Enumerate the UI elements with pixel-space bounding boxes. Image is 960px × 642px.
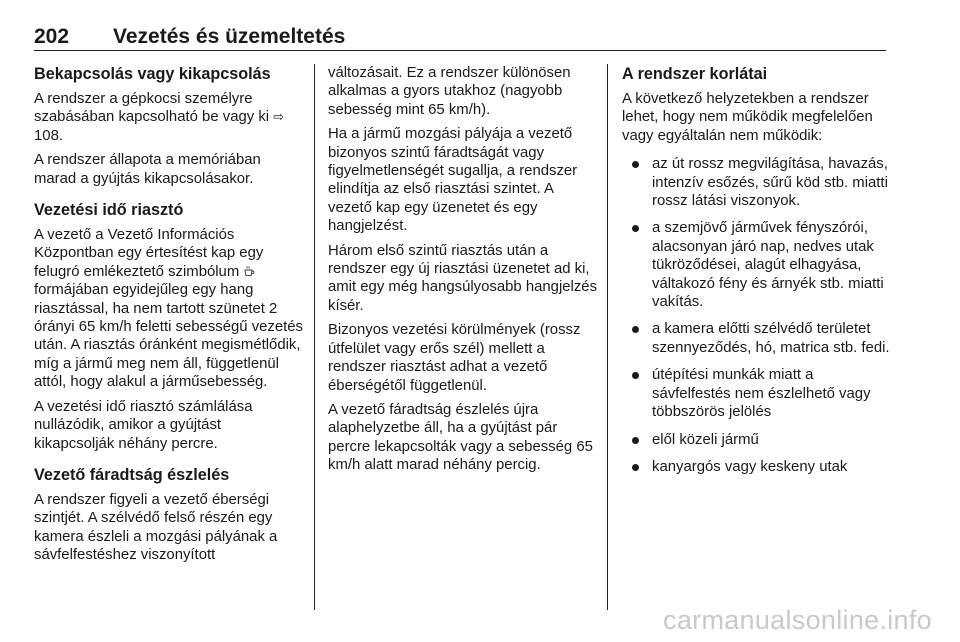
page-number: 202: [34, 25, 70, 48]
bullet-icon: [632, 464, 639, 471]
heading-driving-time-alert: Vezetési idő riasztó: [34, 201, 184, 220]
paragraph: Bizonyos vezetési körülmények (rossz útfelület vagy erős szél) mellett a rendszer riasztást adhat a vezető éberségétől függetlenül.: [328, 322, 581, 394]
list-item: [622, 219, 890, 311]
bullet-icon: [632, 225, 639, 232]
column-middle: [328, 64, 598, 481]
list-item-text: a szemjövő járművek fényszórói, alacsonyan járó nap, nedves utak tükröződései, alagút elhagyása, váltakozó fény és árnyék stb. miatti vakítás.: [652, 220, 884, 311]
column-divider: [314, 64, 315, 610]
paragraph: Három első szintű riasztás után a rendszer egy új riasztási üzenetet ad ki, amit egy még hangsúlyosabb hangjelzés kísér.: [328, 242, 598, 314]
list-item: [622, 320, 890, 357]
list-item-text: elől közeli jármű: [652, 431, 759, 448]
paragraph: A rendszer figyeli a vezető éberségi szintjét. A szélvédő felső részén egy kamera észleli a mozgási pályának a sávfelfestéshez viszonyított: [34, 491, 278, 564]
column-divider: [607, 64, 608, 610]
column-left: [34, 64, 304, 571]
heading-system-limitations: A rendszer korlátai: [622, 65, 768, 83]
bullet-icon: [632, 161, 639, 168]
list-item-text: útépítési munkák miatt a sávfelfestés nem észlelhető vagy többszörös jelölés: [652, 367, 871, 421]
bullet-icon: [632, 372, 639, 379]
list-item: [622, 458, 890, 476]
chapter-title: Vezetés és üzemeltetés: [113, 25, 346, 48]
list-item-text: kanyargós vagy keskeny utak: [652, 458, 848, 475]
page-reference[interactable]: 108.: [34, 127, 63, 144]
heading-fatigue-detection: Vezető fáradtság észlelés: [34, 465, 230, 484]
bullet-icon: [632, 326, 639, 333]
paragraph-text: A vezető a Vezető Információs Központban egy értesítést kap egy felugró emlékeztető szimbólum: [34, 227, 264, 280]
arrow-reference-icon: ⇨: [273, 109, 285, 125]
paragraph: változásait. Ez a rendszer különösen alkalmas a gyors utakhoz (nagyobb sebesség mint 65 km/h).: [328, 65, 571, 118]
paragraph: A rendszer állapota a memóriában marad a gyújtás kikapcsolásakor.: [34, 152, 261, 187]
heading-on-off: Bekapcsolás vagy kikapcsolás: [34, 65, 271, 83]
list-item-text: a kamera előtti szélvédő területet szennyeződés, hó, matrica stb. fedi.: [652, 321, 890, 356]
paragraph: [34, 90, 304, 145]
watermark: carmanualsonline.info: [663, 605, 932, 635]
paragraph-text: A rendszer a gépkocsi személyre szabásában kapcsolható be vagy ki: [34, 91, 270, 126]
paragraph: Ha a jármű mozgási pályája a vezető bizonyos szintű fáradtságát vagy figyelmetlenségét sugallja, a rendszer elindítja az első riasztási szintet. A vezető kap egy üzenetet és egy hangjelzést.: [328, 126, 578, 235]
paragraph: A vezető fáradtság észlelés újra alaphelyzetbe áll, ha a gyújtást pár percre lekapcsolták vagy a sebesség 65 km/h alatt marad néhány percig.: [328, 401, 593, 474]
limitations-list: [622, 155, 890, 476]
paragraph: A következő helyzetekben a rendszer lehet, hogy nem működik megfelelően vagy egyáltalán nem működik:: [622, 91, 873, 144]
list-item: [622, 431, 890, 449]
column-right: [622, 64, 890, 485]
paragraph-text: formájában egyidejűleg egy hang riasztással, ha nem tartott szünetet 2 órányi 65 km/h feletti sebességű vezetés után. A riasztás óránként megismétlődik, míg a jármű meg nem áll, függetlenül attól, hogy alakul a járműsebesség.: [34, 282, 304, 391]
paragraph: A vezetési idő riasztó számlálása nullázódik, amikor a gyújtást kikapcsolják néhány percre.: [34, 398, 253, 452]
coffee-cup-icon: [243, 265, 255, 277]
list-item: [622, 366, 890, 421]
list-item-text: az út rossz megvilágítása, havazás, intenzív esőzés, sűrű köd stb. miatti rossz látási viszonyok.: [652, 156, 888, 210]
bullet-icon: [632, 437, 639, 444]
list-item: [622, 155, 890, 210]
page-header: [34, 25, 886, 51]
paragraph: [34, 226, 304, 392]
